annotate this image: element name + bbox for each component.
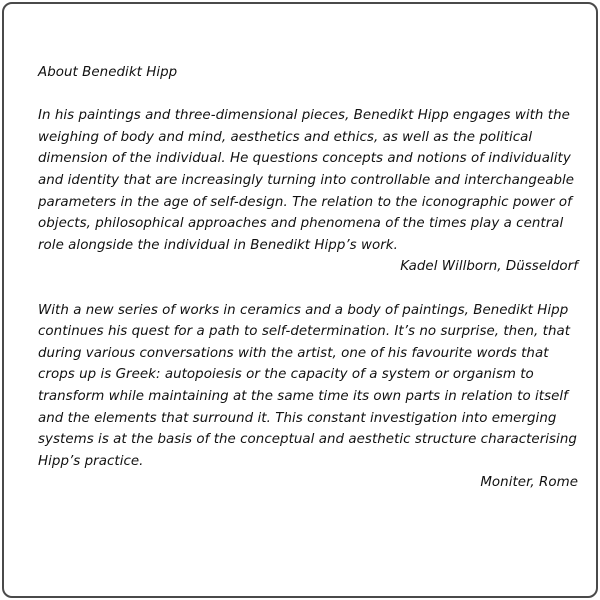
attribution-gallery: Kadel Willborn, Düsseldorf [400,259,578,275]
document-heading: About Benedikt Hipp [38,65,178,80]
paragraph-spacer [38,278,578,300]
paragraph-gallery-text: In his paintings and three-dimensional pieces, Benedikt Hipp engages with the weighing of body and mind, aesthetics and ethics, as well as the political dimension of the individual. He questions concepts and notions of individuality and identity that are increasingly turning into controllable and interchangeable parameters in the age of self-design. The relation to the iconographic power of objects, philosophical approaches and phenomena of the times play a central role alongside the individual in Benedikt Hipp’s work. [38,108,575,253]
paragraph-press-text: With a new series of works in ceramics and a body of paintings, Benedikt Hipp continues his quest for a path to self-determination. It’s no surprise, then, that during various conversations with the artist, one of his favourite words that crops up is Greek: autopoiesis or the capacity of a system or organism to transform while maintaining at the same time its own parts in relation to itself and the elements that surround it. This constant investigation into emerging systems is at the basis of the conceptual and aesthetic structure characterising Hipp’s practice. [38,302,577,469]
document-frame [2,2,598,598]
document-body [38,62,578,494]
attribution-press: Moniter, Rome [480,475,578,491]
